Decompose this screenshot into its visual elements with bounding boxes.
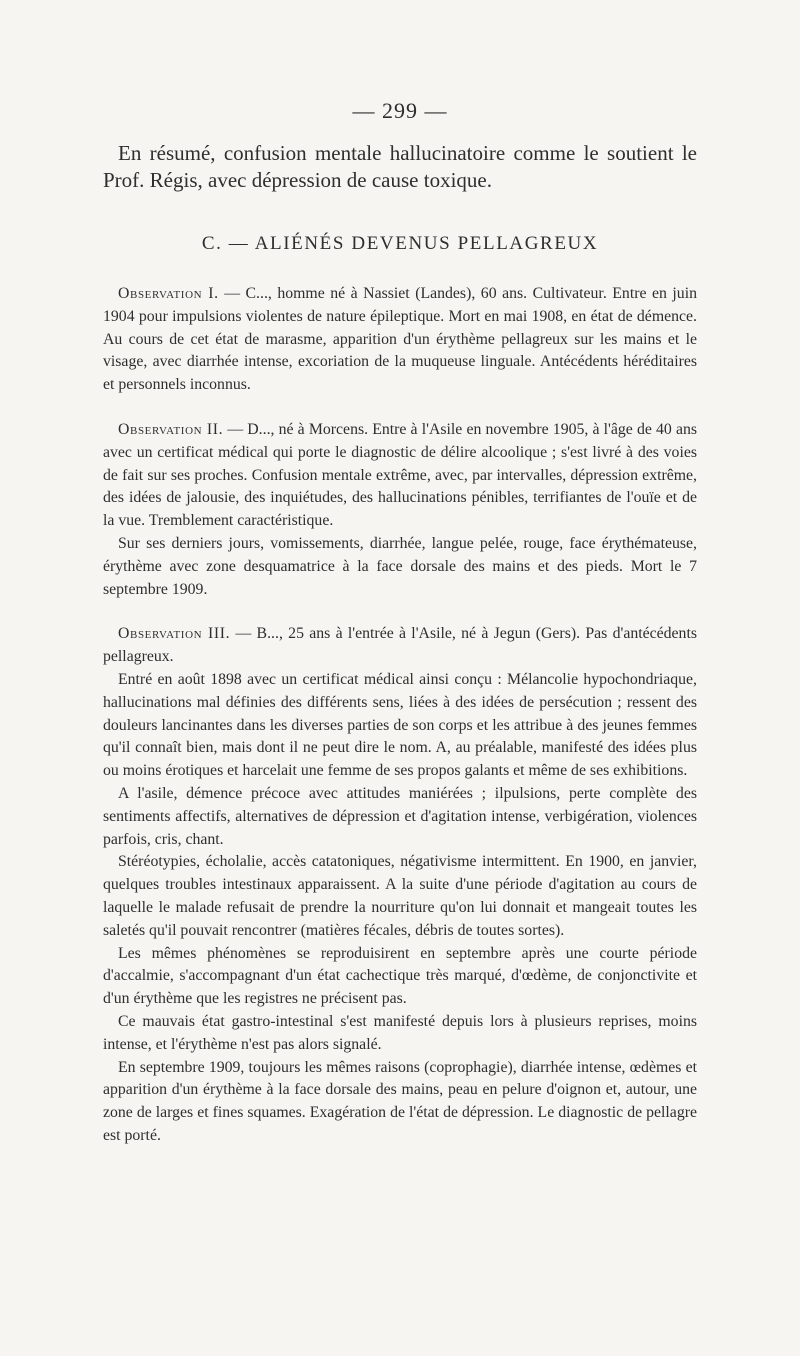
observation-2-text: — D..., né à Morcens. Entre à l'Asile en novembre 1905, à l'âge de 40 ans avec un certificat médical qui porte le diagnostic de délire alcoolique ; s'est livré à des voies de fait sur ses proches. Confusion mentale extrême, avec, par intervalles, dépression extrême, des idées de jalousie, des inquiétudes, des hallucinations pénibles, terrifiantes de l'ouïe et de la vue. Tremblement caractéristique. xyxy=(103,420,698,530)
page-number: — 299 — xyxy=(352,98,448,123)
observations-block xyxy=(103,283,697,1148)
observation-3-title: Observation III. xyxy=(118,625,231,643)
intro-block xyxy=(103,140,697,194)
observation-3-paragraph-3: A l'asile, démence précoce avec attitudes maniérées ; ilpulsions, perte complète des sentiments affectifs, alternatives de dépression et d'agitation intense, verbigération, violences parfois, cris, chant. xyxy=(103,784,697,848)
observation-3-paragraph-1 xyxy=(103,623,697,669)
observation-3-paragraph-5: Les mêmes phénomènes se reproduisirent en septembre après une courte période d'accalmie, s'accompagnant d'un état cachectique très marqué, d'œdème, de conjonctivite et d'un érythème que les registres ne précisent pas. xyxy=(103,944,697,1008)
observation-3-paragraph-6: Ce mauvais état gastro-intestinal s'est manifesté depuis lors à plusieurs reprises, moins intense, et l'érythème n'est pas alors signalé. xyxy=(103,1012,697,1053)
observation-3-paragraph-7: En septembre 1909, toujours les mêmes raisons (coprophagie), diarrhée intense, œdèmes et apparition d'un érythème à la face dorsale des mains, peau en pelure d'oignon et, autour, une zone de larges et fines squames. Exagération de l'état de dépression. Le diagnostic de pellagre est porté. xyxy=(103,1058,697,1144)
intro-paragraph: En résumé, confusion mentale hallucinatoire comme le soutient le Prof. Régis, avec dépression de cause toxique. xyxy=(103,141,697,192)
observation-2-paragraph-1 xyxy=(103,419,697,533)
observation-1-paragraph-1 xyxy=(103,283,697,397)
observation-1-title: Observation I. xyxy=(118,285,219,302)
observation-3-paragraph-4: Stéréotypies, écholalie, accès catatoniques, négativisme intermittent. En 1900, en janvier, quelques troubles intestinaux apparaissent. A la suite d'une période d'agitation au cours de laquelle le malade refusait de prendre la nourriture qu'on lui donnait et mangeait toutes les saletés qu'il pouvait rencontrer (matières fécales, débris de toutes sortes). xyxy=(103,853,697,939)
observation-2-paragraph-2: Sur ses derniers jours, vomissements, diarrhée, langue pelée, rouge, face érythémateuse, érythème avec zone desquamatrice à la face dorsale des mains et des pieds. Mort le 7 septembre 1909. xyxy=(103,534,697,598)
observation-2-title: Observation II. xyxy=(118,420,224,438)
observation-3-paragraph-2: Entré en août 1898 avec un certificat médical ainsi conçu : Mélancolie hypochondriaque, hallucinations mal définies des différents sens, liées à des idées de persécution ; ressent des douleurs lancinantes dans les diverses parties de son corps et les attribue à des jeunes femmes qu'il connaît bien, mais dont il ne peut dire le nom. A, au préalable, manifesté des idées plus ou moins érotiques et harcelait une femme de ses propos galants et même de ses exhibitions. xyxy=(103,670,697,780)
observation-3-text: — B..., 25 ans à l'entrée à l'Asile, né à Jegun (Gers). Pas d'antécédents pellagreux. xyxy=(103,625,697,666)
observation-1-text: — C..., homme né à Nassiet (Landes), 60 ans. Cultivateur. Entre en juin 1904 pour impulsions violentes de nature épileptique. Mort en mai 1908, en état de démence. Au cours de cet état de marasme, apparition d'un érythème pellagreux sur les mains et le visage, avec diarrhée intense, excoriation de la muqueuse linguale. Antécédents héréditaires et personnels inconnus. xyxy=(103,285,697,394)
section-heading: C. — ALIÉNÉS DEVENUS PELLAGREUX xyxy=(201,233,599,254)
